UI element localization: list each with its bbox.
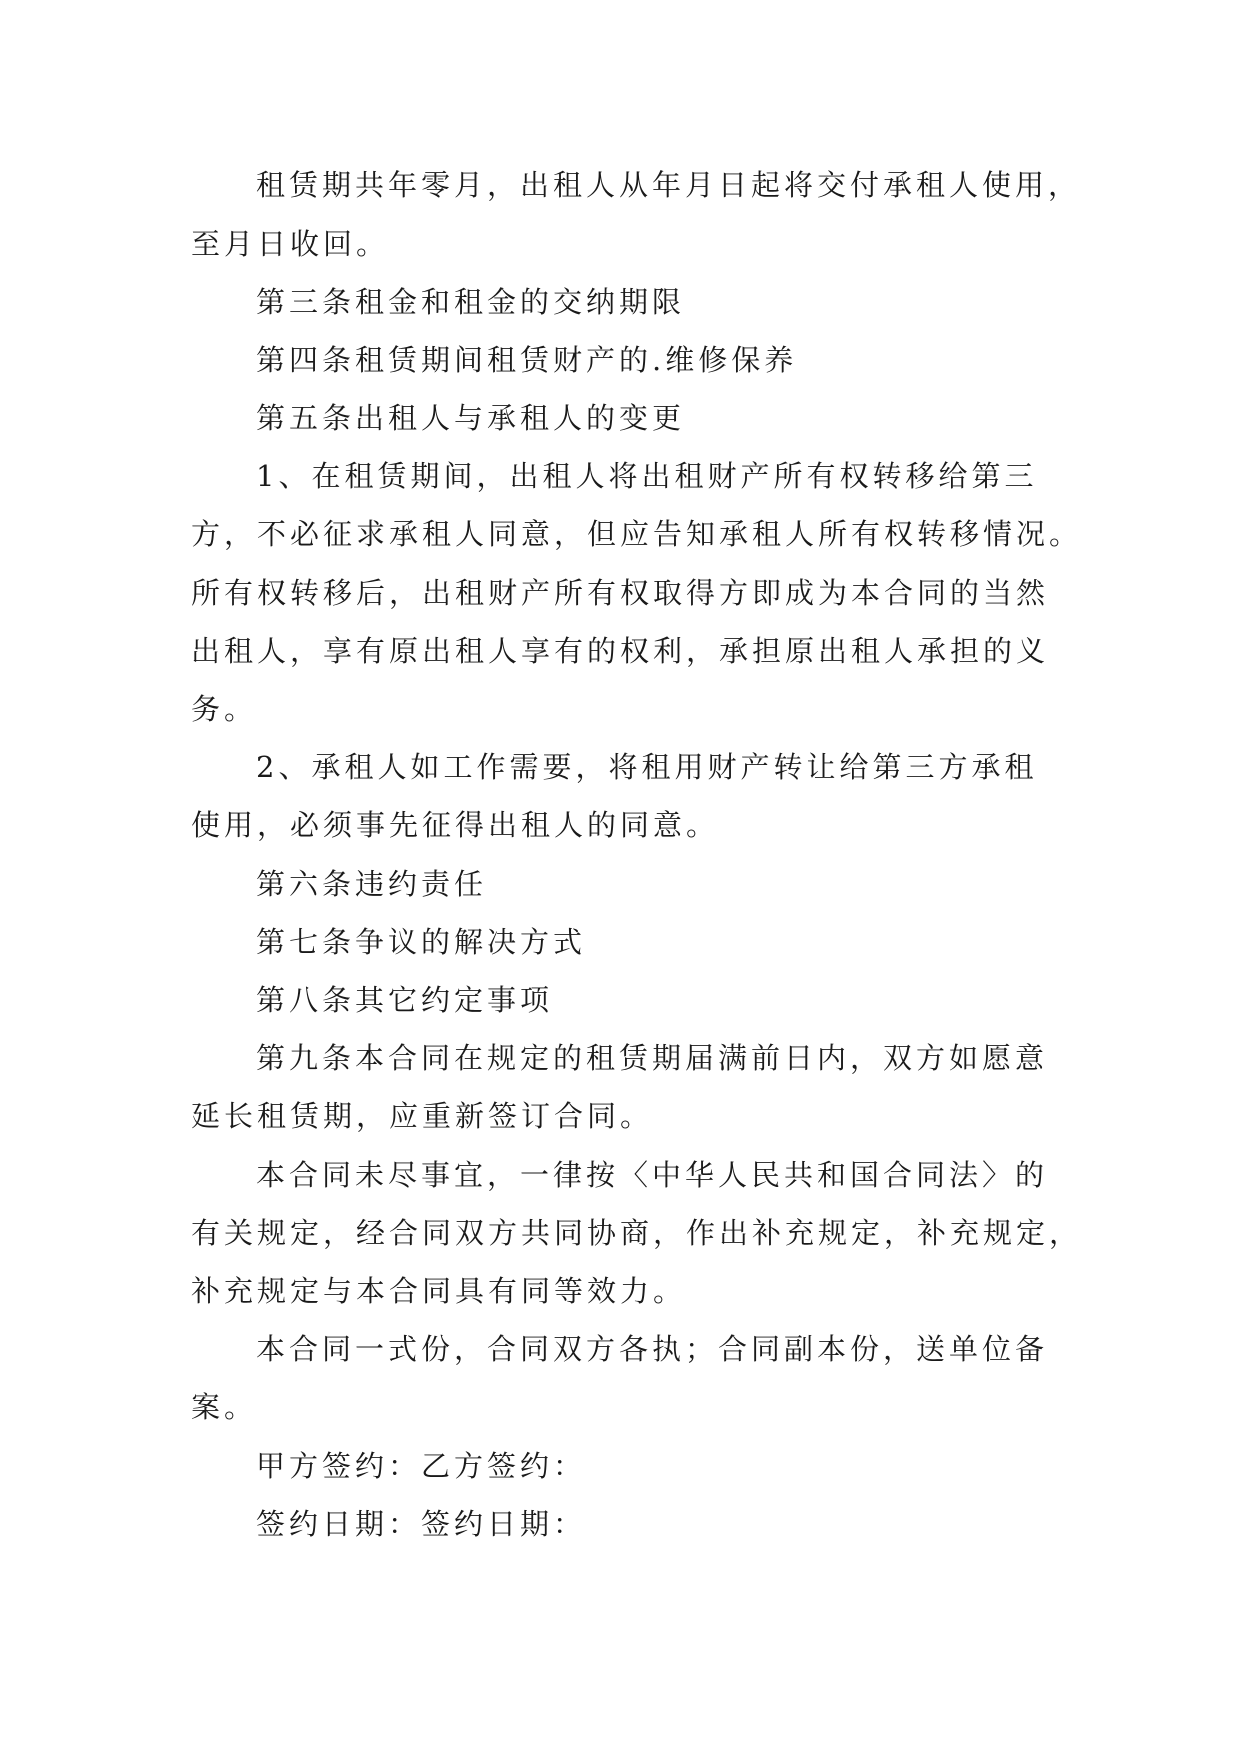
text-line: 延长租赁期，应重新签订合同。: [191, 1099, 654, 1133]
text-line: 本合同一式份，合同双方各执；合同副本份，送单位备: [256, 1332, 1049, 1366]
section-heading: 第五条出租人与承租人的变更: [256, 401, 686, 435]
text-line: 方，不必征求承租人同意，但应告知承租人所有权转移情况。: [191, 517, 1083, 551]
text-line: 补充规定与本合同具有同等效力。: [191, 1274, 687, 1308]
section-heading: 第四条租赁期间租赁财产的.维修保养: [256, 343, 798, 377]
text-line: 务。: [191, 692, 258, 726]
text-line: 2、承租人如工作需要，将租用财产转让给第三方承租: [256, 750, 1038, 784]
section-heading: 第三条租金和租金的交纳期限: [256, 285, 686, 319]
text-line: 至月日收回。: [191, 227, 390, 261]
text-line: 案。: [191, 1390, 258, 1424]
signature-date-line: 签约日期：签约日期：: [256, 1507, 587, 1541]
section-heading: 第六条违约责任: [256, 867, 488, 901]
text-line: 租赁期共年零月，出租人从年月日起将交付承租人使用，: [256, 168, 1082, 202]
signature-line: 甲方签约：乙方签约：: [256, 1449, 587, 1483]
text-line: 1、在租赁期间，出租人将出租财产所有权转移给第三: [256, 459, 1038, 493]
section-heading: 第七条争议的解决方式: [256, 925, 587, 959]
text-line: 出租人，享有原出租人享有的权利，承担原出租人承担的义: [191, 634, 1050, 668]
text-line: 第九条本合同在规定的租赁期届满前日内，双方如愿意: [256, 1041, 1049, 1075]
text-line: 有关规定，经合同双方共同协商，作出补充规定，补充规定，: [191, 1216, 1083, 1250]
section-heading: 第八条其它约定事项: [256, 983, 554, 1017]
text-line: 本合同未尽事宜，一律按〈中华人民共和国合同法〉的: [256, 1158, 1049, 1192]
text-line: 所有权转移后，出租财产所有权取得方即成为本合同的当然: [191, 576, 1050, 610]
text-line: 使用，必须事先征得出租人的同意。: [191, 808, 720, 842]
